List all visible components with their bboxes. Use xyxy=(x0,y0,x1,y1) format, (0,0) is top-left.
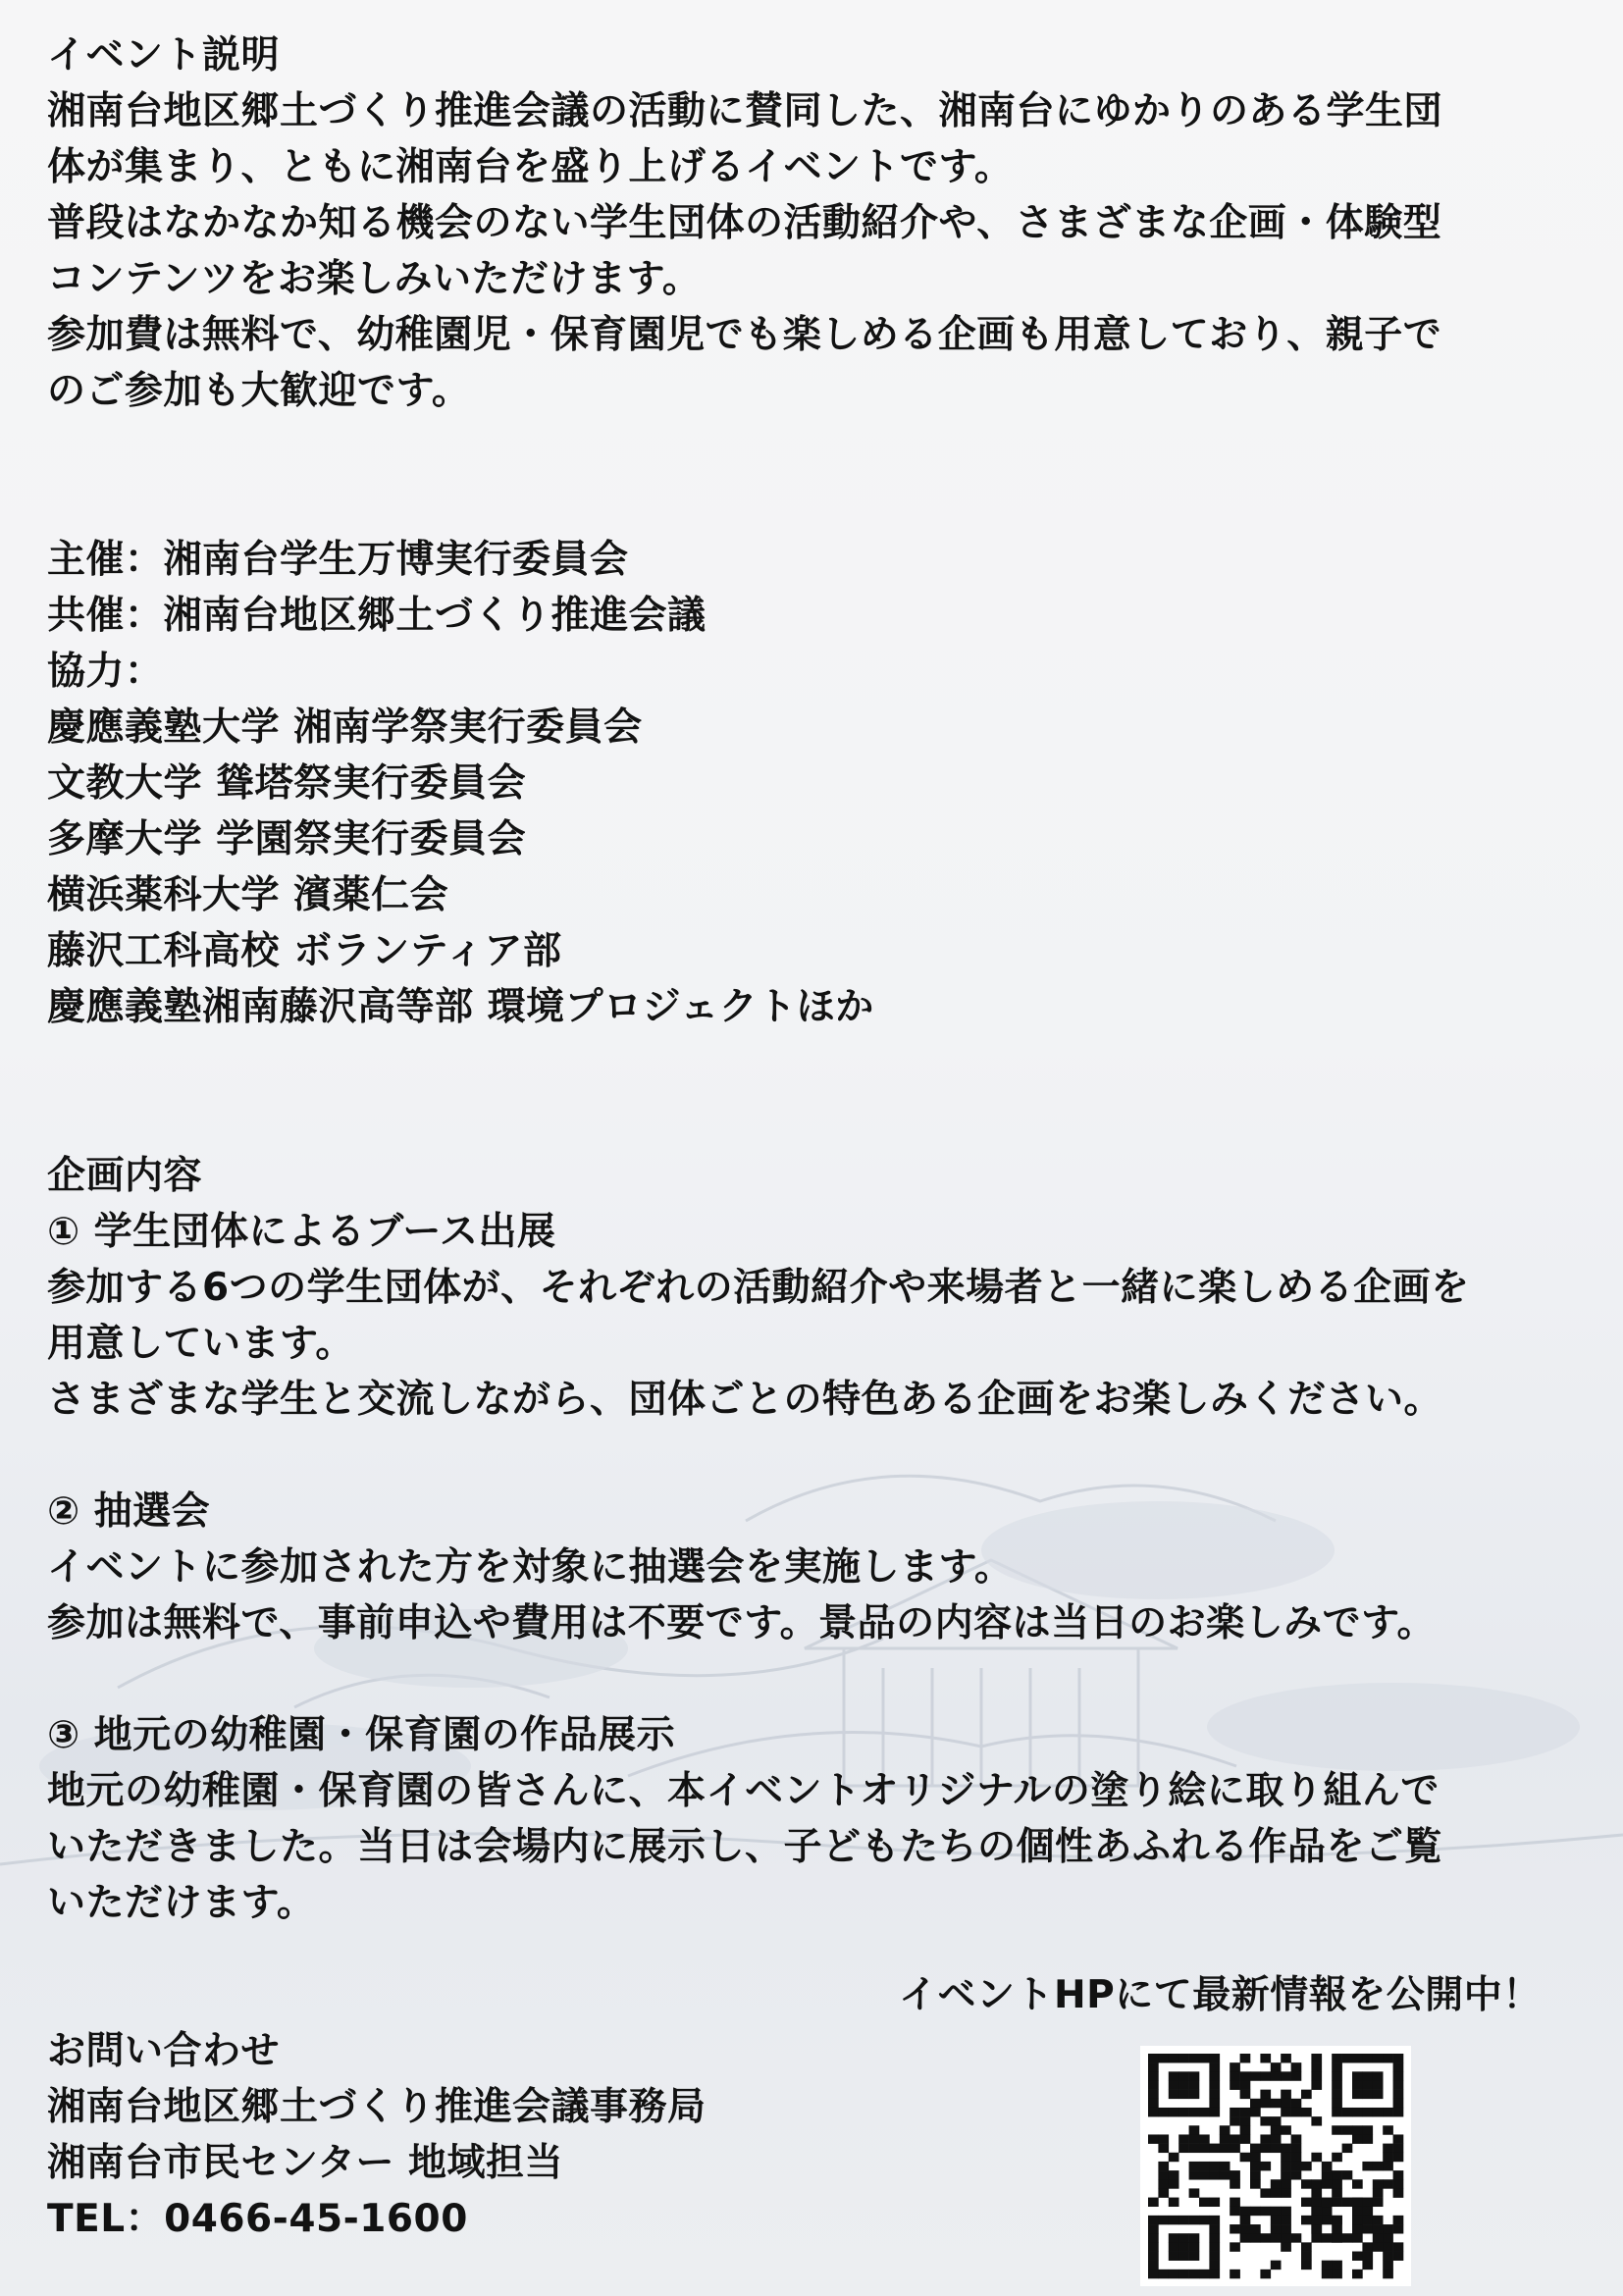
cooperator-item: 文教大学 聳塔祭実行委員会 xyxy=(47,761,527,806)
paragraph-line: 体が集まり、ともに湘南台を盛り上げるイベントです。 xyxy=(47,145,1014,189)
program-item-line: いただけます。 xyxy=(47,1881,316,1925)
program-item-line: 用意しています。 xyxy=(47,1322,354,1366)
program-item xyxy=(47,1204,1597,1428)
contact-phone: TEL：0466-45-1600 xyxy=(47,2197,468,2241)
program-item xyxy=(47,1707,1597,1931)
co-host-line: 共催：湘南台地区郷土づくり推進会議 xyxy=(47,594,707,638)
program-section xyxy=(47,1148,1597,1931)
paragraph-line: 参加費は無料で、幼稚園児・保育園児でも楽しめる企画も用意しており、親子で xyxy=(47,313,1442,357)
qr-code-icon[interactable] xyxy=(1140,2046,1411,2286)
program-item-line: 地元の幼稚園・保育園の皆さんに、本イベントオリジナルの塗り絵に取り組んで xyxy=(47,1769,1440,1813)
program-item-line: いただきました。当日は会場内に展示し、子どもたちの個性あふれる作品をご覧 xyxy=(47,1825,1443,1869)
paragraph-line: 湘南台地区郷土づくり推進会議の活動に賛同した、湘南台にゆかりのある学生団 xyxy=(47,89,1443,133)
contact-heading: お問い合わせ xyxy=(47,2029,281,2073)
program-item-line: 参加は無料で、事前申込や費用は不要です。景品の内容は当日のお楽しみです。 xyxy=(47,1601,1436,1645)
program-item-title: ② 抽選会 xyxy=(47,1489,211,1534)
contact-section xyxy=(47,2023,707,2247)
program-item-line: 参加する6つの学生団体が、それぞれの活動紹介や来場者と一緒に楽しめる企画を xyxy=(47,1266,1470,1310)
main-content xyxy=(47,27,1597,1931)
hp-notice: イベントHPにて最新情報を公開中！ xyxy=(899,1973,1542,2017)
program-item-title: ① 学生団体によるブース出展 xyxy=(47,1210,556,1254)
contact-line: 湘南台地区郷土づくり推進会議事務局 xyxy=(47,2085,707,2129)
paragraph-line: コンテンツをお楽しみいただけます。 xyxy=(47,257,702,301)
cooperation-label: 協力： xyxy=(47,650,164,694)
program-item xyxy=(47,1484,1597,1651)
contact-line: 湘南台市民センター 地域担当 xyxy=(47,2141,564,2185)
program-item-line: さまざまな学生と交流しながら、団体ごとの特色ある企画をお楽しみください。 xyxy=(47,1378,1443,1422)
host-line: 主催：湘南台学生万博実行委員会 xyxy=(47,538,629,582)
program-item-line: イベントに参加された方を対象に抽選会を実施します。 xyxy=(47,1545,1014,1590)
cooperator-item: 多摩大学 学園祭実行委員会 xyxy=(47,817,527,861)
cooperator-item: 藤沢工科高校 ボランティア部 xyxy=(47,929,562,973)
section-heading: イベント説明 xyxy=(47,33,281,78)
organizers-section xyxy=(47,532,1597,1035)
paragraph-line: のご参加も大歓迎です。 xyxy=(47,369,471,413)
cooperator-item: 横浜薬科大学 濱薬仁会 xyxy=(47,873,449,917)
program-item-title: ③ 地元の幼稚園・保育園の作品展示 xyxy=(47,1713,676,1757)
cooperator-item: 慶應義塾湘南藤沢高等部 環境プロジェクトほか xyxy=(47,985,874,1029)
section-heading: 企画内容 xyxy=(47,1154,203,1198)
paragraph-line: 普段はなかなか知る機会のない学生団体の活動紹介や、さまざまな企画・体験型 xyxy=(47,201,1442,245)
cooperator-item: 慶應義塾大学 湘南学祭実行委員会 xyxy=(47,705,643,750)
event-description-section xyxy=(47,27,1597,419)
